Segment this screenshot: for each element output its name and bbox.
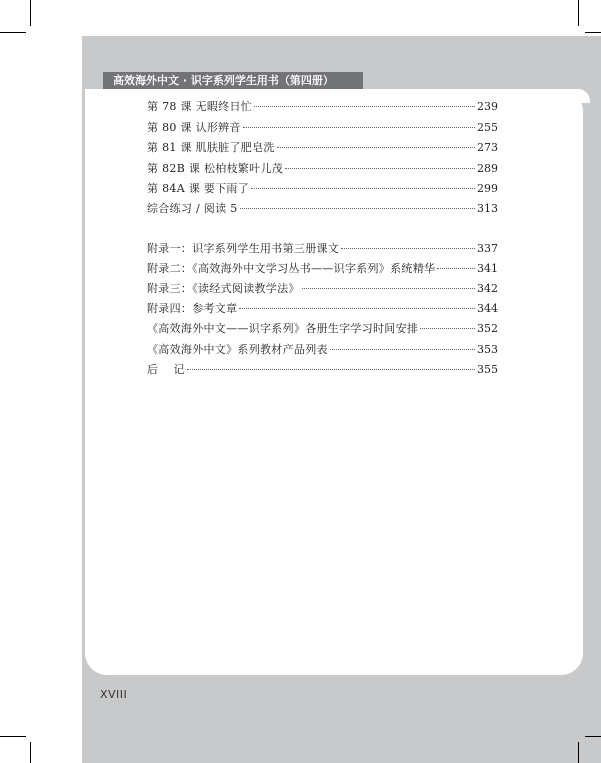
toc-entry-page: 313 xyxy=(477,202,498,215)
toc-leader xyxy=(330,349,475,350)
toc-entry-page: 352 xyxy=(477,322,498,335)
toc-entry[interactable] xyxy=(147,242,498,256)
crop-mark-top-left-v xyxy=(30,0,31,26)
toc-entry[interactable] xyxy=(147,100,498,114)
toc-entry-page: 355 xyxy=(477,363,498,376)
toc-entry-title: 第 78 课 无暇终日忙 xyxy=(147,100,253,113)
toc-entry-title: 附录一：识字系列学生用书第三册课文 xyxy=(147,242,340,255)
toc-entry-title: 《高效海外中文——识字系列》各册生字学习时间安排 xyxy=(147,322,419,335)
toc-entry-page: 299 xyxy=(477,182,498,195)
crop-mark-bottom-left-v xyxy=(30,742,31,763)
toc-entry[interactable] xyxy=(147,162,498,176)
toc-entry[interactable] xyxy=(147,322,498,336)
crop-mark-bottom-right-v xyxy=(578,742,579,763)
toc-entry-title: 附录三：《读经式阅读教学法》 xyxy=(147,282,300,295)
toc-entry-page: 239 xyxy=(477,100,498,113)
crop-mark-bottom-right-h xyxy=(585,736,601,737)
toc-entry[interactable] xyxy=(147,343,498,357)
crop-mark-top-left-h xyxy=(0,32,26,33)
toc-entry-page: 255 xyxy=(477,121,498,134)
toc-entry-title: 第 81 课 肌肤脏了肥皂洗 xyxy=(147,141,275,154)
toc-entry-title: 后 记 xyxy=(147,363,185,376)
toc-entry[interactable] xyxy=(147,262,498,276)
toc-leader xyxy=(254,106,475,107)
toc-entry[interactable] xyxy=(147,302,498,316)
toc-entry-title: 第 80 课 认形辨音 xyxy=(147,121,241,134)
toc-entry-page: 353 xyxy=(477,343,498,356)
crop-mark-top-right-h xyxy=(585,32,601,33)
toc-entry[interactable] xyxy=(147,363,498,377)
toc-entry-title: 第 84A 课 要下雨了 xyxy=(147,182,250,195)
toc-entry-page: 342 xyxy=(477,282,498,295)
toc-entry[interactable] xyxy=(147,141,498,155)
panel-tab xyxy=(560,89,590,103)
toc-panel xyxy=(85,89,583,675)
toc-entry-title: 《高效海外中文》系列教材产品列表 xyxy=(147,343,328,356)
toc-entry-page: 273 xyxy=(477,141,498,154)
toc-leader xyxy=(302,288,475,289)
toc-leader xyxy=(239,308,475,309)
toc-entry-page: 344 xyxy=(477,302,498,315)
page-number: XVIII xyxy=(100,688,128,701)
toc-leader xyxy=(251,188,475,189)
toc-entry[interactable] xyxy=(147,121,498,135)
toc-entry-page: 289 xyxy=(477,162,498,175)
toc-leader xyxy=(240,208,476,209)
toc-leader xyxy=(285,168,475,169)
toc-leader xyxy=(243,127,475,128)
toc-entry-title: 综合练习 / 阅读 5 xyxy=(147,202,238,215)
toc-entry-title: 第 82B 课 松柏枝繁叶儿茂 xyxy=(147,162,284,175)
crop-mark-bottom-left-h xyxy=(0,736,26,737)
toc-entry[interactable] xyxy=(147,282,498,296)
toc-entry-title: 附录二：《高效海外中文学习丛书——识字系列》系统精华 xyxy=(147,262,436,275)
toc-leader xyxy=(437,268,475,269)
toc-entry[interactable] xyxy=(147,202,498,216)
toc-leader xyxy=(420,328,475,329)
crop-mark-top-right-v xyxy=(578,0,579,26)
toc-entry[interactable] xyxy=(147,182,498,196)
toc-entry-title: 附录四：参考文章 xyxy=(147,302,238,315)
book-series-title: 高效海外中文 · 识字系列学生用书（第四册） xyxy=(113,74,334,87)
toc-entry-page: 341 xyxy=(477,262,498,275)
toc-leader xyxy=(277,147,475,148)
toc-leader xyxy=(341,248,475,249)
toc-leader xyxy=(187,369,475,370)
toc-entry-page: 337 xyxy=(477,242,498,255)
